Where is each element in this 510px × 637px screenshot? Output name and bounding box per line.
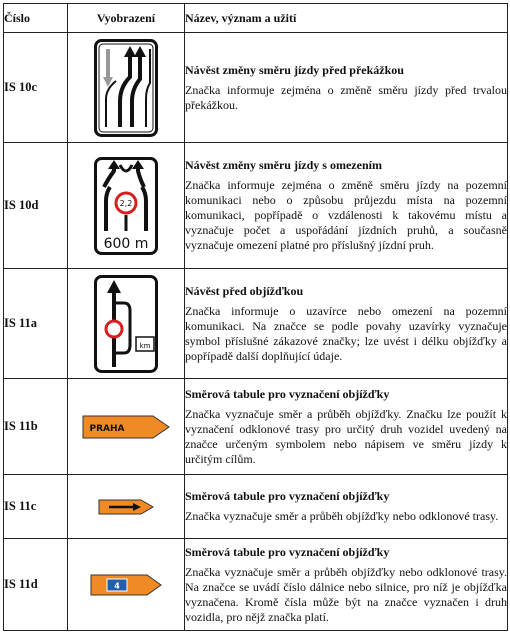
sign-description-cell (185, 539, 508, 631)
sign-code: IS 10c (4, 33, 68, 143)
lane-shift-obstacle-sign-icon (94, 39, 158, 137)
sign-distance-label: 600 m (103, 235, 149, 252)
sign-description-cell (185, 379, 508, 475)
sign-description-cell (185, 475, 508, 539)
sign-image-cell (68, 269, 185, 379)
table-row (4, 539, 508, 631)
sign-limit-value: 2,2 (119, 198, 133, 208)
sign-image-cell (68, 33, 185, 143)
sign-description-cell (185, 33, 508, 143)
signs-table (3, 3, 508, 631)
table-row (4, 143, 508, 269)
sign-description-cell (185, 269, 508, 379)
sign-unit-label: km (139, 341, 151, 350)
sign-code: IS 11a (4, 269, 68, 379)
sign-text: Značka informuje zejména o změně směru jízdy na pozemní komunikaci nebo o způsobu průjezdu místa na pozemní komunikaci, popřípadě o vzdálenosti k takovému místu a vyznačuje počet a uspořádání jízdních pruhů, a současně vyznačuje omezení platné pro příslušný jízdní pruh. (185, 178, 507, 252)
sign-destination-label: PRAHA (89, 423, 125, 434)
sign-title: Směrová tabule pro vyznačení objížďky (185, 386, 390, 401)
table-row (4, 379, 508, 475)
sign-text: Značka informuje o uzavírce nebo omezení na pozemní komunikaci. Na značce se podle povahy uzavírky vyznačuje symbol příslušné zákazové značky; lze uvést i délku objížďky a popřípadě další doplňující údaje. (185, 303, 507, 363)
header-code: Číslo (4, 4, 68, 33)
sign-text: Značka vyznačuje směr a průběh objížďky nebo odklonové trasy. Na značce se uvádí číslo dálnice nebo silnice, pro níž je objížďka vyznačena. Kromě čísla může být na značce vyznačen i druh vozidla, pro nějž značka platí. (185, 564, 507, 624)
sign-image-cell (68, 143, 185, 269)
sign-title: Návěst změny směru jízdy s omezením (185, 158, 382, 172)
sign-title: Směrová tabule pro vyznačení objížďky (185, 544, 390, 559)
sign-text: Značka vyznačuje směr a průběh objížďky. Značku lze použít k vyznačení odklonové trasy pro určitý druh vozidel uvedený na značce určeným symbolem nebo nápisem ve směru jízdy k určitým cílům. (185, 406, 507, 466)
sign-image-cell (68, 475, 185, 539)
sign-code: IS 10d (4, 143, 68, 269)
header-description: Název, význam a užití (185, 4, 508, 33)
sign-title: Směrová tabule pro vyznačení objížďky (185, 489, 390, 503)
sign-image-cell (68, 379, 185, 475)
detour-route-number-board-icon (89, 572, 163, 598)
detour-arrow-board-icon (97, 495, 155, 519)
sign-code: IS 11b (4, 379, 68, 475)
sign-description-cell (185, 143, 508, 269)
header-image: Vyobrazení (68, 4, 185, 33)
sign-title: Návěst změny směru jízdy před překážkou (185, 62, 404, 77)
detour-direction-board-icon (81, 412, 171, 442)
lane-shift-restriction-sign-icon (94, 157, 158, 255)
detour-ahead-sign-icon (94, 275, 158, 373)
table-row (4, 269, 508, 379)
sign-image-cell (68, 539, 185, 631)
table-row (4, 475, 508, 539)
table-header-row (4, 4, 508, 33)
sign-text: Značka informuje zejména o změně směru jízdy před trvalou překážkou. (185, 82, 507, 112)
sign-route-number: 4 (114, 581, 120, 590)
sign-title: Návěst před objížďkou (185, 283, 304, 298)
sign-code: IS 11d (4, 539, 68, 631)
sign-text: Značka vyznačuje směr a průběh objížďky nebo odklonové trasy. (185, 509, 499, 523)
table-row (4, 33, 508, 143)
sign-code: IS 11c (4, 475, 68, 539)
